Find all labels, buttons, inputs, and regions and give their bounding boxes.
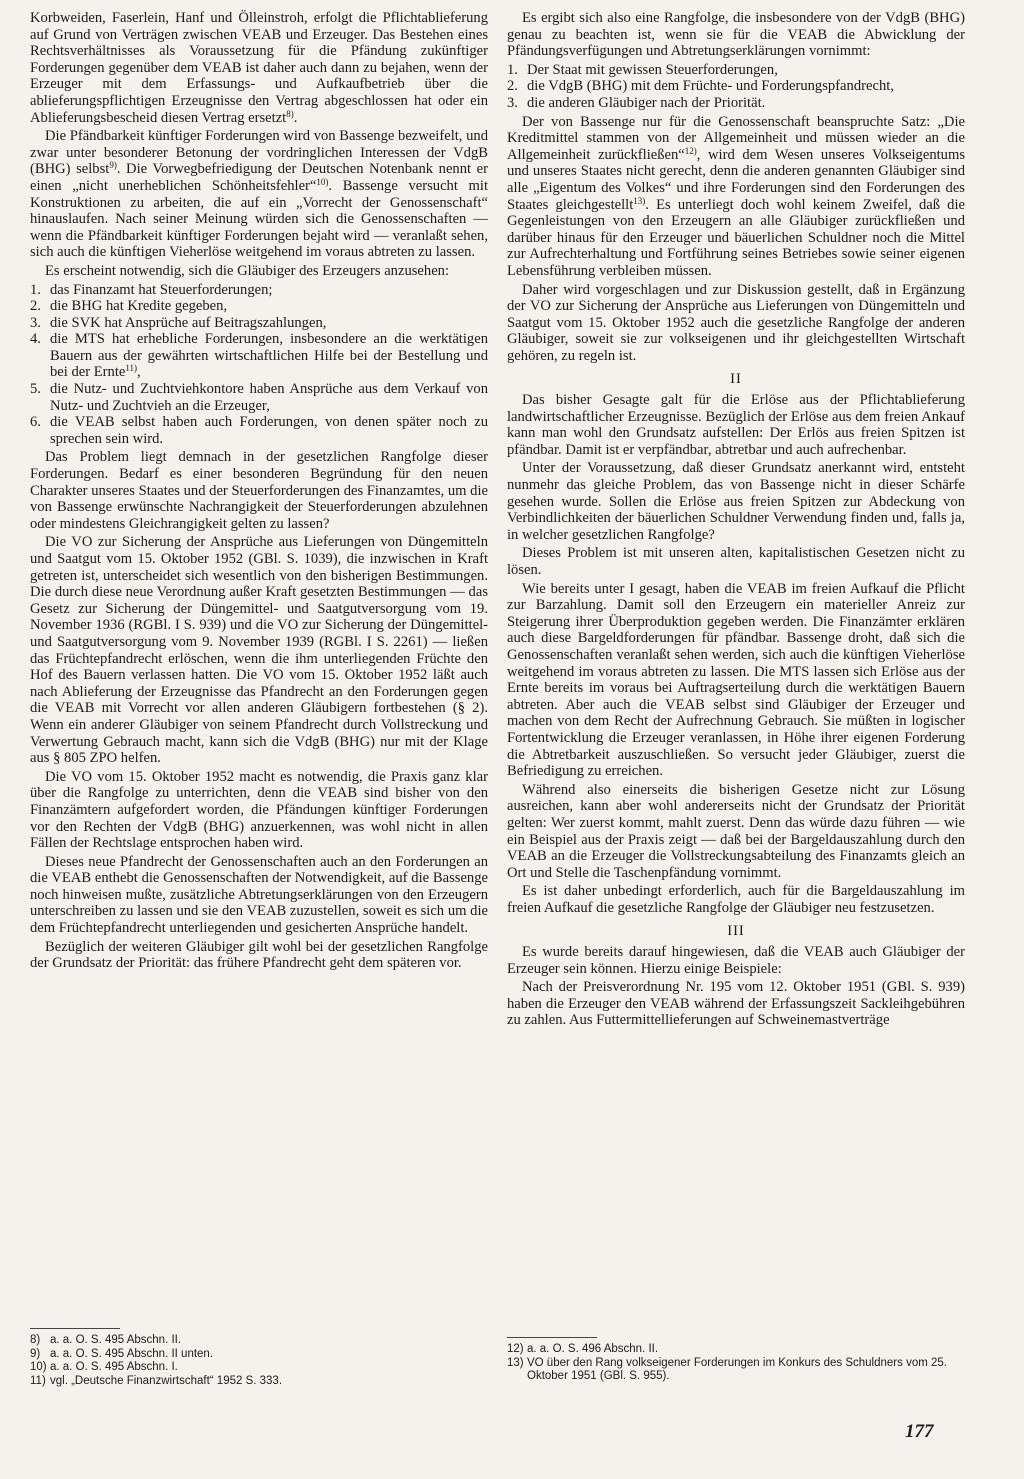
paragraph-veab-glaeubiger: Es wurde bereits darauf hingewiesen, daß die VEAB auch Gläubiger der Erzeuger sein können. Hierzu einige Beispiele:: [507, 944, 965, 977]
paragraph-prioritaet: Während also einerseits die bisherigen Gesetze nicht zur Lösung ausreichen, kann aber wohl andererseits nicht der Grundsatz der Priorität gelten: Wer zuerst kommt, mahlt zuerst. Denn das würde dazu führen — wie ein Beispiel aus der Praxis zeigt — daß bei der Bargeldauszahlung durch den VEAB an die Erzeuger die Vollstreckungsabteilung des Finanzamts gleich an Ort und Stelle die Taschenpfändung vornimmt.: [507, 781, 965, 881]
paragraph-rangfolge: Es ergibt sich also eine Rangfolge, die insbesondere von der VdgB (BHG) genau zu beachten ist, wenn sie für die VEAB die Abwicklung der Pfändungsverfügungen und Abtretungserklärungen vornimmt:: [507, 10, 965, 60]
paragraph-barzahlung: Wie bereits unter I gesagt, haben die VEAB im freien Aufkauf die Pflicht zur Barzahlung. Damit soll den Erzeugern ein materieller Anreiz zur Steigerung ihrer Überproduktion gegeben werden. Die Finanzämter erklären auch diese Bargeldforderungen für pfändbar. Bassenge droht, daß sich die Genossenschaften veranlaßt sehen werden, sich auch die künftigen Vieherlöse weitgehend im voraus abtreten zu lassen. Die MTS lassen sich Erlöse aus der Ernte bereits im voraus bei Auftragserteilung durch die werktätigen Bauern abtreten. Aber auch die VEAB selbst sind Gläubiger der Erzeuger und machen von dem Recht der Aufrechnung Gebrauch. Sie müßten in logischer Fortentwicklung die Erzeuger veranlassen, in Höhe ihrer eigenen Forderung die Abtretbarkeit auszuschließen. So versucht jeder Gläubiger, zuerst die Befriedigung zu erreichen.: [507, 580, 965, 780]
footnotes-left: [30, 1328, 488, 1388]
list-item: 5. die Nutz- und Zuchtviehkontore haben Ansprüche aus dem Verkauf von Nutz- und Zuchtvieh an die Erzeuger,: [30, 381, 488, 414]
section-heading-3: III: [727, 923, 745, 940]
paragraph-kreditmittel: Der von Bassenge nur für die Genossenschaft beanspruchte Satz: „Die Kreditmittel stammen von der Allgemeinheit und müssen wieder an die Allgemeinheit zurückfließen“$^{12)}$, wird dem Wesen unseres Volkseigentums und unseres Staates nicht gerecht, denn die anderen genannten Gläubiger sind alle „Eigentum des Volkes“ und ihre Forderungen sind den Forderungen des Staates gleichgestellt$^{13)}$. Es unterliegt doch wohl keinem Zweifel, daß die Gegenleistungen von den Erzeugern an alle Gläubiger zurückfließen und darüber hinaus für den Erzeuger und bäuerlichen Schuldner noch die Mittel zur Aufrechterhaltung und Fortführung seines Betriebes sowie seiner eigenen Lebensführung verbleiben müssen.: [507, 113, 966, 279]
footnote-ref-11: 11): [125, 363, 138, 374]
footnote: 10) a. a. O. S. 495 Abschn. I.: [30, 1361, 178, 1374]
paragraph-pfandrecht: Dieses neue Pfandrecht der Genossenschaften auch an den Forderungen an die VEAB enthebt die Genossenschaften der Notwendigkeit, auf die Bassenge noch hinweisen mußte, zusätzliche Abtretungserklärungen von den Erzeugern unterschreiben zu lassen und sie den VEAB zuzustellen, soweit es sich um die dem Früchtepfandrecht unterliegenden und gesicherten Ansprüche handelt.: [30, 853, 488, 937]
list-item: 4. die MTS hat erhebliche Forderungen, insbesondere an die werktätigen Bauern aus der gewährten wirtschaftlichen Hilfe bei der Bestellung und bei der Ernte$^{11)}$,: [30, 331, 488, 381]
paragraph-pfaendbarkeit: Die Pfändbarkeit künftiger Forderungen wird von Bassenge bezweifelt, und zwar unter besonderer Betonung der vordringlichen Interessen der VdgB (BHG) selbst$^{9)}$. Die Vorwegbefriedigung der Deutschen Notenbank nennt er einen „nicht unerheblichen Schönheitsfehler“$^{10)}$. Bassenge versucht mit Konstruktionen zu arbeiten, die auf ein „Vorrecht der Genossenschaft“ hinauslaufen. Nach seiner Meinung würden sich die Genossenschaften — wenn die Pfändbarkeit künftiger Forderungen bejaht wird — veranlaßt sehen, sich auch die künftigen Vieherlöse weitgehend im voraus abtreten zu lassen.: [30, 128, 488, 261]
list-item: 6. die VEAB selbst haben auch Forderungen, von denen später noch zu sprechen sein wird.: [30, 414, 488, 447]
creditor-list: [30, 282, 488, 448]
page-number: 177: [905, 1421, 934, 1442]
paragraph-weitere-glaeubiger: Bezüglich der weiteren Gläubiger gilt wohl bei der gesetzlichen Rangfolge der Grundsatz der Priorität: das frühere Pfandrecht geht dem späteren vor.: [30, 938, 488, 972]
paragraph-voraussetzung: Unter der Voraussetzung, daß dieser Grundsatz anerkannt wird, entsteht nunmehr das gleiche Problem, das von Bassenge nicht in dieser Schärfe gesehen wurde. Sollen die Erlöse aus freien Spitzen zur Abdeckung von Verbindlichkeiten der bäuerlichen Schuldner Verwendung finden und, falls ja, in welcher gesetzlichen Rangfolge?: [507, 460, 965, 543]
footnote: 9) a. a. O. S. 495 Abschn. II unten.: [30, 1347, 214, 1360]
section-heading-2: II: [730, 371, 742, 388]
footnote-ref-9: 9): [109, 160, 117, 171]
footnote: 8) a. a. O. S. 495 Abschn. II.: [30, 1334, 182, 1346]
paragraph-verordnung-praxis: Die VO vom 15. Oktober 1952 macht es notwendig, die Praxis ganz klar über die Rangfolge zu unterrichten, denn die VEAB sind bisher von den Finanzämtern aufgefordert worden, die Pfändungen künftiger Forderungen vor den Rechten der VdgB (BHG) anzuerkennen, was wohl nicht in allen Fällen der Rechtslage entsprochen haben wird.: [30, 768, 488, 852]
paragraph-glaeubiger: Es erscheint notwendig, sich die Gläubiger des Erzeugers anzusehen:: [45, 262, 450, 279]
left-column: [30, 10, 488, 974]
rank-list: [507, 62, 965, 112]
footnote-ref-13: 13): [633, 195, 646, 206]
paragraph-problem: Das Problem liegt demnach in der gesetzlichen Rangfolge dieser Forderungen. Bedarf es einer besonderen Begründung für den neuen Charakter unseres Staates und der Steuerforderungen des Finanzamtes, um die von Bassenge erwünschte Nachrangigkeit der Steuerforderungen abzulehnen oder mindestens Gleichrangigkeit gelten zu lassen?: [30, 449, 488, 532]
footnote-ref-10: 10): [316, 176, 329, 187]
paragraph-verordnung: Die VO zur Sicherung der Ansprüche aus Lieferungen von Düngemitteln und Saatgut vom 15. Oktober 1952 (GBl. S. 1039), die inzwischen in Kraft getreten ist, unterscheidet sich wesentlich von den bisherigen Bestimmungen. Die durch diese neue Verordnung außer Kraft gesetzten Bestimmungen — das Gesetz zur Sicherung der Düngemittel- und Saatgutversorgung vom 19. November 1936 (RGBl. I S. 939) und die VO zur Sicherung der Düngemittel- und Saatgutversorgung vom 9. November 1939 (RGBl. I S. 2261) — ließen das Früchtepfandrecht erlöschen, wenn die ihm unterliegenden Früchte den Hof des Bauern verlassen hatten. Die VO vom 15. Oktober 1952 läßt auch nach Ablieferung der Erzeugnisse das Pfandrecht an den Forderungen gegen die VEAB mit Vorrecht vor allen anderen Gläubigern fortbestehen (§ 2). Wenn ein anderer Gläubiger von seinem Pfandrecht durch Vollstreckung und Verwertung Gebrauch macht, kann sich die VdgB (BHG) nur mit der Klage aus § 805 ZPO helfen.: [30, 534, 488, 767]
paragraph-intro: Korbweiden, Faserlein, Hanf und Ölleinstroh, erfolgt die Pflichtablieferung auf Grund von Verträgen zwischen VEAB und Erzeuger. Das Bestehen eines Rechtsverhältnisses als Voraussetzung für die Pfändung zukünftiger Forderungen gegenüber dem VEAB ist daher auch dann zu bejahen, wenn der Erzeuger mit dem Erfassungs- und Aufkaufbetrieb über die ablieferungspflichtigen Erzeugnisse den Vertrag abgeschlossen hat oder ein Ablieferungsbescheid diesen Vertrag ersetzt$^{8)}$.: [30, 10, 488, 126]
list-item: 3. die anderen Gläubiger nach der Priorität.: [507, 94, 766, 111]
list-item: 3. die SVK hat Ansprüche auf Beitragszahlungen,: [30, 314, 327, 331]
list-item: 1. Der Staat mit gewissen Steuerforderungen,: [507, 61, 778, 78]
list-item: 1. das Finanzamt hat Steuerforderungen;: [30, 281, 273, 298]
footnote: 11) vgl. „Deutsche Finanzwirtschaft“ 1952 S. 333.: [30, 1374, 283, 1387]
list-item: 2. die VdgB (BHG) mit dem Früchte- und Forderungspfandrecht,: [507, 78, 894, 95]
footnote-ref-8: 8): [286, 108, 294, 119]
footnote: 12) a. a. O. S. 496 Abschn. II.: [507, 1343, 659, 1355]
right-column: [507, 10, 965, 1031]
footnote-divider: [30, 1328, 120, 1329]
paragraph-preisverordnung: Nach der Preisverordnung Nr. 195 vom 12. Oktober 1951 (GBl. S. 939) haben die Erzeuger den VEAB während der Erfassungszeit Sackleihgebühren zu zahlen. Aus Futtermittellieferungen auf Schweinemastverträge: [507, 979, 965, 1029]
paragraph-kapitalistische-gesetze: Dieses Problem ist mit unseren alten, kapitalistischen Gesetzen nicht zu lösen.: [507, 545, 965, 578]
paragraph-freier-ankauf: Das bisher Gesagte galt für die Erlöse aus der Pflichtablieferung landwirtschaftlicher Erzeugnisse. Bezüglich der Erlöse aus dem freien Ankauf kann man wohl den Grundsatz aufstellen: Der Erlös aus freien Spitzen ist pfändbar. Damit ist er verpfändbar, abtretbar und auch aufrechenbar.: [507, 392, 965, 458]
footnotes-right: [507, 1337, 965, 1384]
list-item: 2. die BHG hat Kredite gegeben,: [30, 298, 228, 315]
footnote-divider: [507, 1337, 597, 1338]
paragraph-vorschlag: Daher wird vorgeschlagen und zur Diskussion gestellt, daß in Ergänzung der VO zur Sicherung der Ansprüche aus Lieferungen von Düngemitteln und Saatgut vom 15. Oktober 1952 auch die gesetzliche Rangfolge der anderen Gläubiger, soweit sie zur volkseigenen und ihr gleichgestellten Wirtschaft gehören, zu regeln ist.: [507, 281, 965, 364]
footnote-ref-12: 12): [684, 145, 697, 156]
footnote: 13) VO über den Rang volkseigener Forderungen im Konkurs des Schuldners vom 25. Oktober 1951 (GBl. S. 955).: [507, 1356, 947, 1383]
paragraph-bargeldauszahlung: Es ist daher unbedingt erforderlich, auch für die Bargeldauszahlung im freien Aufkauf die gesetzliche Rangfolge der Gläubiger neu festzusetzen.: [507, 883, 965, 916]
